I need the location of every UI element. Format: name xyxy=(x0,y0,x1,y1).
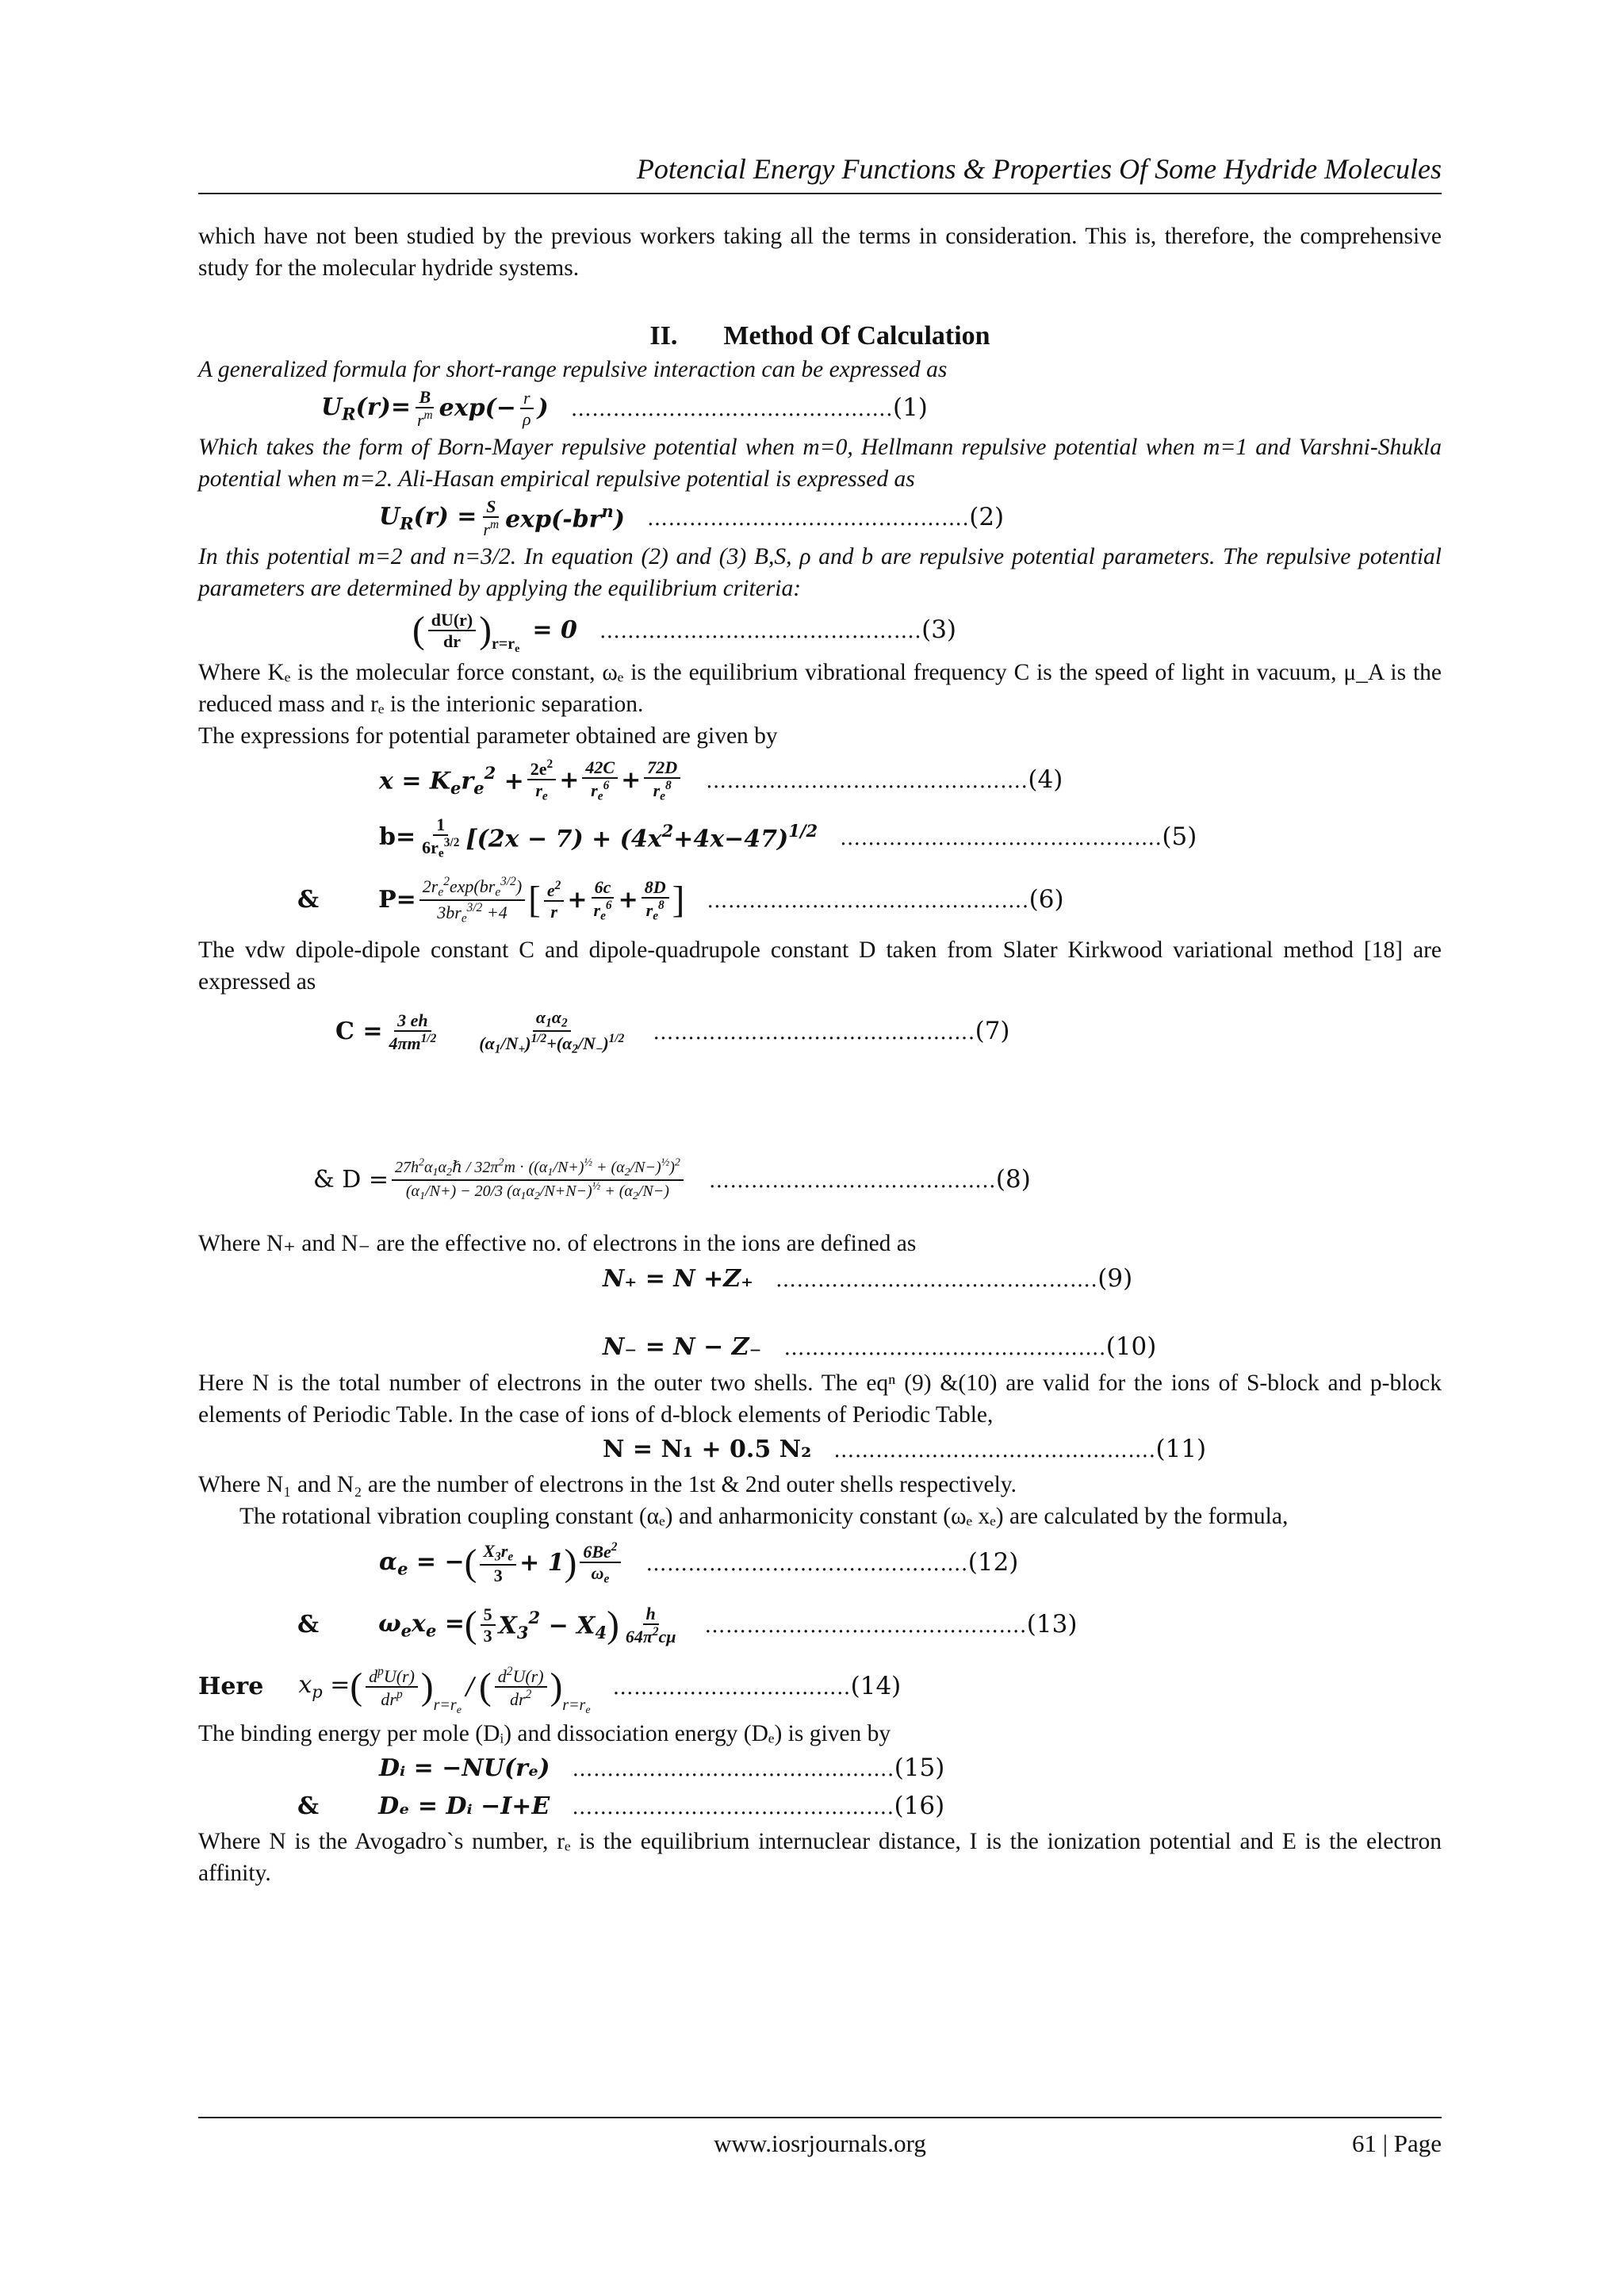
intro-paragraph: which have not been studied by the previous workers taking all the terms in consideration. This is, therefore, the comprehensive study for the molecular hydride systems. xyxy=(198,224,1442,281)
equation-4: $x = K_er_e^2$ + $\frac{2e^2}{r_e}$ + $\frac{42C}{r_e^6}$ + $\frac{72D}{r_e^8}$ ……………………………………….(4) xyxy=(379,757,1063,803)
paragraph-8: Here N is the total number of electrons in the outer two shells. The eqⁿ (9) &(10) are valid for the ions of S-block and p-block elements of Periodic Table. In the case of ions of d-block elements of Periodic Table, xyxy=(198,1370,1442,1428)
paragraph-2: Which takes the form of Born-Mayer repulsive potential when m=0, Hellmann repulsive potential when m=1 and Varshni-Shukla potential when m=2. Ali-Hasan empirical repulsive potential is expressed as xyxy=(198,435,1442,492)
equation-3: ( $\frac{dU(r)}{dr}$ ) $r=r_e$ = 0 ……………………………………….(3) xyxy=(412,609,957,656)
section-heading xyxy=(198,319,1442,354)
paragraph-10: The rotational vibration coupling constant (αₑ) and anharmonicity constant (ωₑ xₑ) are calculated by the formula, xyxy=(239,1504,1289,1529)
footer-url[interactable]: www.iosrjournals.org xyxy=(714,2129,926,2157)
eq-number-11: (11) xyxy=(1155,1435,1207,1464)
paragraph-9: Where N₁ and N₂ are the number of electrons in the 1st & 2nd outer shells respectively. xyxy=(198,1472,1017,1497)
eq10-expression: N₋ = N − Z₋ xyxy=(603,1333,762,1361)
footer-rule xyxy=(198,2117,1442,2118)
eq-number-5: (5) xyxy=(1162,822,1197,852)
equation-14: Here $x_p$ = ( $\frac{d^pU(r)}{dr^p}$ ) $r=r_e$ / ( $\frac{d^2U(r)}{dr^2}$ ) $r=r_e$ ……………………..……..(14) xyxy=(198,1664,902,1717)
eq-number-12: (12) xyxy=(967,1548,1019,1577)
paragraph-12: Where N is the Avogadro`s number, rₑ is the equilibrium internuclear distance, I is the ionization potential and E is the electron affinity. xyxy=(198,1829,1442,1886)
equation-16: & Dₑ = Dᵢ −I+E ……………………………………….(16) xyxy=(297,1792,945,1821)
equation-12: $\alpha_e$ = − ( $\frac{X_3r_e}{3}$ + 1 ) $\frac{6Be^2}{\omega_e}$ ……………………………………….(12) xyxy=(379,1539,1019,1586)
eq-number-14: (14) xyxy=(850,1672,902,1701)
eq-number-13: (13) xyxy=(1026,1610,1078,1639)
ampersand-8: & xyxy=(313,1166,335,1194)
paragraph-7: Where N₊ and N₋ are the effective no. of electrons in the ions are defined as xyxy=(198,1231,917,1256)
equation-13: & $\omega_ex_e$ = ( $\frac{5}{3}$ $X_3^2 - X_4$ ) $\frac{h}{64\pi^2c\mu}$ ……………………………………….(13) xyxy=(297,1603,1078,1647)
ampersand-6: & xyxy=(297,886,320,914)
eq11-expression: N = N₁ + 0.5 N₂ xyxy=(603,1435,812,1463)
ampersand-13: & xyxy=(297,1611,320,1639)
equation-6: & P= $\frac{2r_e^2\exp(br_e^{3/2})}{3br_e^{3/2} +4}$ [ $\frac{e^2}{r}$ + $\frac{6c}{r_e^6}$ + $\frac{8D}{r_e^8}$ ] ……………………………………….(6) xyxy=(297,874,1064,926)
paragraph-11: The binding energy per mole (Dᵢ) and dissociation energy (Dₑ) is given by xyxy=(198,1721,891,1746)
paragraph-1: A generalized formula for short-range repulsive interaction can be expressed as xyxy=(198,357,948,382)
equation-11: N = N₁ + 0.5 N₂ ……………………………………….(11) xyxy=(603,1435,1207,1464)
paragraph-3: In this potential m=2 and n=3/2. In equation (2) and (3) B,S, ρ and b are repulsive potential parameters. The repulsive potential parameters are determined by applying the equilibrium criteria: xyxy=(198,544,1442,601)
equation-10: N₋ = N − Z₋ ……………………………………….(10) xyxy=(603,1332,1157,1362)
equation-1: $U_R(r)=$ $\frac{B}{r^m}$ exp(− $\frac{r}{\rho}$ ) ……………………………………….(1) xyxy=(321,386,928,431)
section-title: Method Of Calculation xyxy=(723,321,990,351)
header-rule xyxy=(198,193,1442,194)
eq-number-2: (2) xyxy=(969,503,1005,532)
eq9-expression: N₊ = N +Z₊ xyxy=(603,1265,754,1293)
eq-number-4: (4) xyxy=(1028,765,1063,795)
equation-9: N₊ = N +Z₊ ……………………………………….(9) xyxy=(603,1264,1133,1294)
ampersand-16: & xyxy=(297,1792,320,1820)
eq16-expression: Dₑ = Dᵢ −I+E xyxy=(378,1792,550,1820)
eq-number-6: (6) xyxy=(1028,885,1064,914)
body-text xyxy=(198,220,1442,1889)
paragraph-5: The expressions for potential parameter obtained are given by xyxy=(198,723,778,749)
eq15-expression: Dᵢ = −NU(rₑ) xyxy=(379,1754,550,1782)
equation-2: $U_R(r)$ = $\frac{S}{r^m}$ $\exp(-br^n)$ ……………………………………….(2) xyxy=(379,496,1005,540)
eq-number-15: (15) xyxy=(894,1754,945,1783)
page-number: 61 | Page xyxy=(1352,2129,1442,2157)
section-number: II. xyxy=(649,321,678,351)
eq-number-16: (16) xyxy=(894,1792,945,1821)
paragraph-4: Where Kₑ is the molecular force constant, ωₑ is the equilibrium vibrational frequency C is the speed of light in vacuum, μ_A is the reduced mass and rₑ is the interionic separation. xyxy=(198,660,1442,717)
eq-number-3: (3) xyxy=(921,615,957,645)
eq-number-10: (10) xyxy=(1105,1332,1157,1362)
eq-number-7: (7) xyxy=(975,1017,1010,1046)
paragraph-6: The vdw dipole-dipole constant C and dipole-quadrupole constant D taken from Slater Kirkwood variational method [18] are expressed as xyxy=(198,937,1442,995)
eq-number-9: (9) xyxy=(1097,1264,1133,1294)
eq-number-1: (1) xyxy=(892,393,928,423)
equation-7: C = $\frac{3 eh}{4\pi m^{1/2}}$ $\frac{\alpha_1\alpha_2}{(\alpha_1/N_+)^{1/2}+(\alpha_2/N_-)^{1/2}}$ ……………………………………….(7) xyxy=(335,1006,1010,1056)
equation-5: b= $\frac{1}{6r_e^{3/2}}$ [$(2x - 7) + (4x^2+4x-47)^{1/2}$ ……………………………………….(5) xyxy=(379,814,1197,861)
here-label: Here xyxy=(198,1673,264,1700)
equation-15: Dᵢ = −NU(rₑ) ……………………………………….(15) xyxy=(379,1754,945,1783)
equation-8: & D = $\frac{27h^2\alpha_1\alpha_2\hbar / 32\pi^2m \cdot ((\alpha_1/N+)^{\frac{1}{2}} + (\alpha_2/N-)^{\frac{1}{2}})^2}{(\alpha_1/N+) - 20/3 (\alpha_1\alpha_2/N+N-)^{\frac{1}{2}} + (\alpha_2/N-)}$ …………………………………..(8) xyxy=(313,1156,1031,1203)
running-title: Potencial Energy Functions & Properties Of Some Hydride Molecules xyxy=(636,153,1442,185)
eq-number-8: (8) xyxy=(995,1165,1031,1194)
